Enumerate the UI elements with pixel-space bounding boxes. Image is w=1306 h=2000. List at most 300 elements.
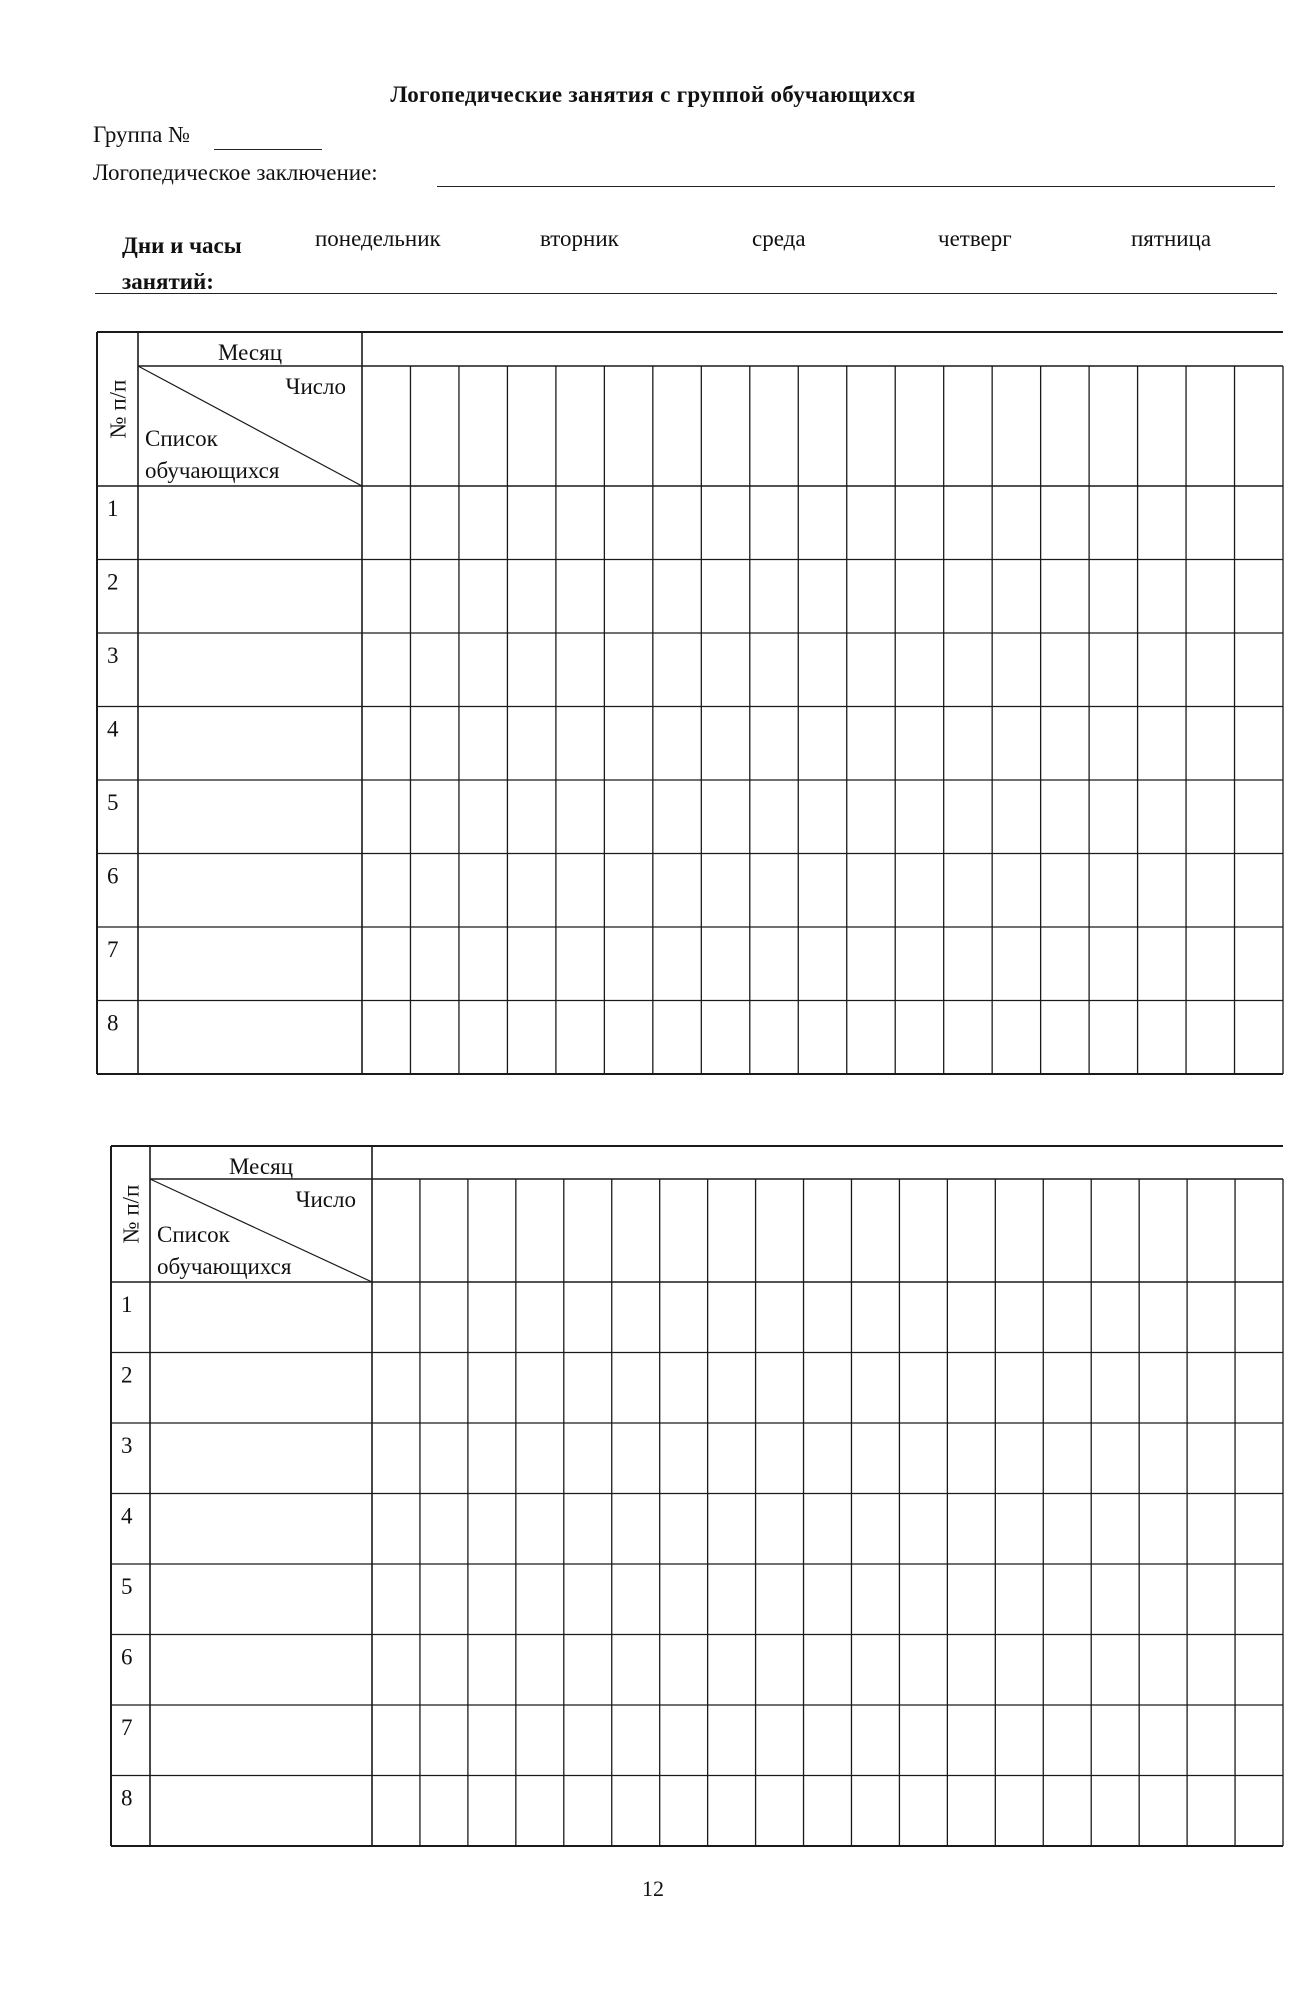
- table-1-attendance-cell[interactable]: [895, 854, 943, 928]
- table-1-attendance-cell[interactable]: [1235, 560, 1283, 634]
- table-1-attendance-cell[interactable]: [701, 927, 749, 1001]
- table-2-attendance-cell[interactable]: [899, 1776, 947, 1847]
- table-2-attendance-cell[interactable]: [1043, 1564, 1091, 1635]
- table-1-attendance-cell[interactable]: [507, 633, 555, 707]
- table-1-attendance-cell[interactable]: [653, 633, 701, 707]
- table-1-date-cell[interactable]: [1041, 366, 1089, 486]
- table-2-attendance-cell[interactable]: [1043, 1282, 1091, 1353]
- table-1-date-cell[interactable]: [701, 366, 749, 486]
- table-1-attendance-cell[interactable]: [1235, 780, 1283, 854]
- table-1-attendance-cell[interactable]: [410, 486, 458, 560]
- table-1-attendance-cell[interactable]: [895, 486, 943, 560]
- table-1-attendance-cell[interactable]: [1089, 633, 1137, 707]
- table-1-attendance-cell[interactable]: [895, 560, 943, 634]
- table-2-attendance-cell[interactable]: [468, 1423, 516, 1494]
- table-1-attendance-cell[interactable]: [459, 707, 507, 781]
- table-1-date-cell[interactable]: [750, 366, 798, 486]
- table-1-attendance-cell[interactable]: [1041, 486, 1089, 560]
- table-1-student-name-cell[interactable]: [138, 927, 362, 1001]
- table-2-attendance-cell[interactable]: [660, 1776, 708, 1847]
- table-1-attendance-cell[interactable]: [653, 927, 701, 1001]
- table-1-attendance-cell[interactable]: [847, 560, 895, 634]
- table-1-date-cell[interactable]: [556, 366, 604, 486]
- table-2-attendance-cell[interactable]: [612, 1423, 660, 1494]
- table-2-attendance-cell[interactable]: [947, 1282, 995, 1353]
- table-2-attendance-cell[interactable]: [1139, 1423, 1187, 1494]
- table-1-attendance-cell[interactable]: [459, 927, 507, 1001]
- table-1-date-cell[interactable]: [604, 366, 652, 486]
- table-2-student-name-cell[interactable]: [150, 1353, 372, 1424]
- table-2-attendance-cell[interactable]: [708, 1353, 756, 1424]
- table-1-attendance-cell[interactable]: [507, 780, 555, 854]
- table-1-attendance-cell[interactable]: [847, 707, 895, 781]
- table-2-attendance-cell[interactable]: [660, 1635, 708, 1706]
- table-1-attendance-cell[interactable]: [798, 780, 846, 854]
- table-1-attendance-cell[interactable]: [556, 1001, 604, 1075]
- table-2-attendance-cell[interactable]: [1235, 1423, 1283, 1494]
- table-1-attendance-cell[interactable]: [1041, 854, 1089, 928]
- table-2-attendance-cell[interactable]: [1235, 1635, 1283, 1706]
- table-2-attendance-cell[interactable]: [851, 1282, 899, 1353]
- table-2-attendance-cell[interactable]: [420, 1635, 468, 1706]
- table-1-attendance-cell[interactable]: [1138, 560, 1186, 634]
- table-2-attendance-cell[interactable]: [1091, 1282, 1139, 1353]
- table-1-attendance-cell[interactable]: [1186, 854, 1234, 928]
- table-2-attendance-cell[interactable]: [1043, 1705, 1091, 1776]
- table-1-attendance-cell[interactable]: [507, 854, 555, 928]
- table-1-attendance-cell[interactable]: [1089, 854, 1137, 928]
- table-1-attendance-cell[interactable]: [604, 486, 652, 560]
- table-2-attendance-cell[interactable]: [1235, 1282, 1283, 1353]
- table-2-date-cell[interactable]: [995, 1179, 1043, 1282]
- table-2-attendance-cell[interactable]: [756, 1282, 804, 1353]
- table-1-student-name-cell[interactable]: [138, 707, 362, 781]
- table-2-attendance-cell[interactable]: [372, 1423, 420, 1494]
- table-2-date-cell[interactable]: [756, 1179, 804, 1282]
- table-2-attendance-cell[interactable]: [1139, 1282, 1187, 1353]
- table-2-date-cell[interactable]: [1139, 1179, 1187, 1282]
- table-1-attendance-cell[interactable]: [1235, 1001, 1283, 1075]
- table-2-attendance-cell[interactable]: [1043, 1423, 1091, 1494]
- table-1-attendance-cell[interactable]: [750, 854, 798, 928]
- table-1-attendance-cell[interactable]: [944, 854, 992, 928]
- table-1-attendance-cell[interactable]: [1089, 1001, 1137, 1075]
- table-2-attendance-cell[interactable]: [660, 1494, 708, 1565]
- table-1-attendance-cell[interactable]: [798, 854, 846, 928]
- table-2-date-cell[interactable]: [1043, 1179, 1091, 1282]
- table-2-attendance-cell[interactable]: [564, 1423, 612, 1494]
- table-2-attendance-cell[interactable]: [947, 1494, 995, 1565]
- table-2-date-cell[interactable]: [851, 1179, 899, 1282]
- table-2-attendance-cell[interactable]: [1091, 1635, 1139, 1706]
- table-2-attendance-cell[interactable]: [1139, 1353, 1187, 1424]
- table-1-attendance-cell[interactable]: [1235, 486, 1283, 560]
- table-1-attendance-cell[interactable]: [410, 560, 458, 634]
- table-1-attendance-cell[interactable]: [992, 927, 1040, 1001]
- table-2-attendance-cell[interactable]: [420, 1353, 468, 1424]
- table-2-attendance-cell[interactable]: [804, 1353, 852, 1424]
- table-1-date-cell[interactable]: [362, 366, 410, 486]
- table-1-attendance-cell[interactable]: [895, 1001, 943, 1075]
- table-2-attendance-cell[interactable]: [468, 1705, 516, 1776]
- table-1-attendance-cell[interactable]: [362, 1001, 410, 1075]
- table-1-attendance-cell[interactable]: [507, 707, 555, 781]
- table-2-attendance-cell[interactable]: [612, 1494, 660, 1565]
- table-1-attendance-cell[interactable]: [701, 486, 749, 560]
- table-1-attendance-cell[interactable]: [1089, 780, 1137, 854]
- table-2-attendance-cell[interactable]: [1235, 1353, 1283, 1424]
- table-1-attendance-cell[interactable]: [992, 486, 1040, 560]
- table-1-attendance-cell[interactable]: [556, 633, 604, 707]
- table-2-attendance-cell[interactable]: [660, 1564, 708, 1635]
- table-2-attendance-cell[interactable]: [468, 1282, 516, 1353]
- table-2-attendance-cell[interactable]: [1187, 1776, 1235, 1847]
- table-1-attendance-cell[interactable]: [507, 560, 555, 634]
- table-2-attendance-cell[interactable]: [995, 1564, 1043, 1635]
- table-1-attendance-cell[interactable]: [410, 780, 458, 854]
- table-1-attendance-cell[interactable]: [992, 780, 1040, 854]
- table-2-attendance-cell[interactable]: [756, 1353, 804, 1424]
- table-2-attendance-cell[interactable]: [708, 1705, 756, 1776]
- table-2-attendance-cell[interactable]: [947, 1776, 995, 1847]
- table-2-attendance-cell[interactable]: [612, 1635, 660, 1706]
- table-2-attendance-cell[interactable]: [804, 1705, 852, 1776]
- table-2-attendance-cell[interactable]: [756, 1705, 804, 1776]
- table-1-attendance-cell[interactable]: [1089, 486, 1137, 560]
- table-2-attendance-cell[interactable]: [756, 1564, 804, 1635]
- table-1-attendance-cell[interactable]: [1186, 560, 1234, 634]
- table-2-attendance-cell[interactable]: [995, 1776, 1043, 1847]
- table-2-attendance-cell[interactable]: [564, 1282, 612, 1353]
- table-1-attendance-cell[interactable]: [604, 633, 652, 707]
- table-2-attendance-cell[interactable]: [564, 1705, 612, 1776]
- table-1-attendance-cell[interactable]: [1235, 927, 1283, 1001]
- table-1-attendance-cell[interactable]: [1138, 707, 1186, 781]
- table-1-attendance-cell[interactable]: [459, 780, 507, 854]
- table-2-attendance-cell[interactable]: [1187, 1282, 1235, 1353]
- table-2-attendance-cell[interactable]: [468, 1494, 516, 1565]
- table-2-attendance-cell[interactable]: [564, 1635, 612, 1706]
- table-1-attendance-cell[interactable]: [1089, 927, 1137, 1001]
- table-1-attendance-cell[interactable]: [847, 780, 895, 854]
- table-2-attendance-cell[interactable]: [851, 1776, 899, 1847]
- table-2-attendance-cell[interactable]: [995, 1635, 1043, 1706]
- table-1-attendance-cell[interactable]: [701, 1001, 749, 1075]
- table-2-attendance-cell[interactable]: [1187, 1705, 1235, 1776]
- table-2-attendance-cell[interactable]: [1139, 1776, 1187, 1847]
- table-2-attendance-cell[interactable]: [612, 1705, 660, 1776]
- table-2-student-name-cell[interactable]: [150, 1776, 372, 1847]
- table-1-student-name-cell[interactable]: [138, 486, 362, 560]
- table-1-attendance-cell[interactable]: [362, 927, 410, 1001]
- table-1-date-cell[interactable]: [1138, 366, 1186, 486]
- table-2-attendance-cell[interactable]: [1043, 1494, 1091, 1565]
- table-2-attendance-cell[interactable]: [708, 1423, 756, 1494]
- table-2-attendance-cell[interactable]: [756, 1776, 804, 1847]
- table-2-attendance-cell[interactable]: [516, 1423, 564, 1494]
- table-1-attendance-cell[interactable]: [1041, 707, 1089, 781]
- table-1-attendance-cell[interactable]: [701, 854, 749, 928]
- table-1-attendance-cell[interactable]: [798, 486, 846, 560]
- table-2-attendance-cell[interactable]: [995, 1423, 1043, 1494]
- table-1-attendance-cell[interactable]: [410, 927, 458, 1001]
- table-1-attendance-cell[interactable]: [701, 707, 749, 781]
- table-2-attendance-cell[interactable]: [708, 1282, 756, 1353]
- table-1-attendance-cell[interactable]: [992, 707, 1040, 781]
- table-2-date-cell[interactable]: [1187, 1179, 1235, 1282]
- table-1-attendance-cell[interactable]: [944, 1001, 992, 1075]
- table-2-attendance-cell[interactable]: [1187, 1423, 1235, 1494]
- table-1-attendance-cell[interactable]: [1089, 560, 1137, 634]
- table-1-attendance-cell[interactable]: [507, 1001, 555, 1075]
- table-1-date-cell[interactable]: [992, 366, 1040, 486]
- table-1-attendance-cell[interactable]: [701, 560, 749, 634]
- table-1-date-cell[interactable]: [507, 366, 555, 486]
- table-2-attendance-cell[interactable]: [516, 1564, 564, 1635]
- table-1-attendance-cell[interactable]: [992, 560, 1040, 634]
- table-1-date-cell[interactable]: [847, 366, 895, 486]
- table-1-attendance-cell[interactable]: [410, 854, 458, 928]
- table-2-attendance-cell[interactable]: [660, 1282, 708, 1353]
- table-2-attendance-cell[interactable]: [1091, 1705, 1139, 1776]
- table-2-attendance-cell[interactable]: [995, 1705, 1043, 1776]
- table-1-attendance-cell[interactable]: [556, 486, 604, 560]
- table-1-attendance-cell[interactable]: [410, 1001, 458, 1075]
- table-1-attendance-cell[interactable]: [847, 854, 895, 928]
- table-1-attendance-cell[interactable]: [1186, 1001, 1234, 1075]
- table-1-attendance-cell[interactable]: [1235, 633, 1283, 707]
- table-2-date-cell[interactable]: [468, 1179, 516, 1282]
- table-2-attendance-cell[interactable]: [1235, 1564, 1283, 1635]
- table-2-attendance-cell[interactable]: [1187, 1564, 1235, 1635]
- table-1-attendance-cell[interactable]: [1041, 560, 1089, 634]
- table-2-attendance-cell[interactable]: [947, 1635, 995, 1706]
- table-2-attendance-cell[interactable]: [851, 1705, 899, 1776]
- table-2-attendance-cell[interactable]: [804, 1494, 852, 1565]
- table-1-attendance-cell[interactable]: [556, 707, 604, 781]
- table-2-attendance-cell[interactable]: [372, 1705, 420, 1776]
- table-1-attendance-cell[interactable]: [507, 486, 555, 560]
- table-2-student-name-cell[interactable]: [150, 1494, 372, 1565]
- table-2-attendance-cell[interactable]: [995, 1353, 1043, 1424]
- table-2-attendance-cell[interactable]: [804, 1564, 852, 1635]
- table-2-attendance-cell[interactable]: [947, 1705, 995, 1776]
- table-2-attendance-cell[interactable]: [612, 1282, 660, 1353]
- table-2-attendance-cell[interactable]: [420, 1705, 468, 1776]
- table-2-attendance-cell[interactable]: [804, 1423, 852, 1494]
- table-2-attendance-cell[interactable]: [1091, 1423, 1139, 1494]
- table-1-student-name-cell[interactable]: [138, 633, 362, 707]
- table-2-attendance-cell[interactable]: [372, 1776, 420, 1847]
- table-2-attendance-cell[interactable]: [899, 1282, 947, 1353]
- table-1-student-name-cell[interactable]: [138, 780, 362, 854]
- table-1-attendance-cell[interactable]: [798, 633, 846, 707]
- table-1-attendance-cell[interactable]: [847, 486, 895, 560]
- table-1-attendance-cell[interactable]: [459, 560, 507, 634]
- table-2-attendance-cell[interactable]: [516, 1282, 564, 1353]
- table-2-attendance-cell[interactable]: [899, 1705, 947, 1776]
- table-1-date-cell[interactable]: [1186, 366, 1234, 486]
- table-2-date-cell[interactable]: [372, 1179, 420, 1282]
- table-2-attendance-cell[interactable]: [947, 1423, 995, 1494]
- table-1-attendance-cell[interactable]: [1235, 707, 1283, 781]
- table-1-attendance-cell[interactable]: [895, 633, 943, 707]
- table-1-attendance-cell[interactable]: [1235, 854, 1283, 928]
- table-2-attendance-cell[interactable]: [1187, 1494, 1235, 1565]
- table-2-attendance-cell[interactable]: [995, 1282, 1043, 1353]
- table-2-attendance-cell[interactable]: [899, 1494, 947, 1565]
- table-2-attendance-cell[interactable]: [420, 1564, 468, 1635]
- table-1-attendance-cell[interactable]: [1186, 486, 1234, 560]
- table-1-attendance-cell[interactable]: [992, 1001, 1040, 1075]
- table-1-attendance-cell[interactable]: [1186, 927, 1234, 1001]
- table-1-attendance-cell[interactable]: [1138, 633, 1186, 707]
- table-1-attendance-cell[interactable]: [847, 1001, 895, 1075]
- table-2-attendance-cell[interactable]: [756, 1423, 804, 1494]
- table-1-attendance-cell[interactable]: [895, 927, 943, 1001]
- table-2-attendance-cell[interactable]: [1139, 1494, 1187, 1565]
- table-2-attendance-cell[interactable]: [708, 1776, 756, 1847]
- table-2-attendance-cell[interactable]: [468, 1353, 516, 1424]
- table-2-date-cell[interactable]: [612, 1179, 660, 1282]
- table-1-attendance-cell[interactable]: [604, 854, 652, 928]
- table-1-attendance-cell[interactable]: [750, 560, 798, 634]
- table-1-date-cell[interactable]: [410, 366, 458, 486]
- table-1-attendance-cell[interactable]: [798, 560, 846, 634]
- table-1-attendance-cell[interactable]: [944, 707, 992, 781]
- table-1-attendance-cell[interactable]: [362, 633, 410, 707]
- table-1-attendance-cell[interactable]: [604, 560, 652, 634]
- table-2-attendance-cell[interactable]: [420, 1494, 468, 1565]
- table-1-date-cell[interactable]: [1235, 366, 1283, 486]
- table-1-attendance-cell[interactable]: [1041, 1001, 1089, 1075]
- table-2-attendance-cell[interactable]: [708, 1564, 756, 1635]
- table-1-attendance-cell[interactable]: [701, 633, 749, 707]
- table-1-attendance-cell[interactable]: [750, 780, 798, 854]
- table-2-attendance-cell[interactable]: [516, 1776, 564, 1847]
- table-2-attendance-cell[interactable]: [612, 1353, 660, 1424]
- table-2-attendance-cell[interactable]: [899, 1564, 947, 1635]
- table-2-attendance-cell[interactable]: [708, 1494, 756, 1565]
- table-2-attendance-cell[interactable]: [564, 1494, 612, 1565]
- table-2-date-cell[interactable]: [564, 1179, 612, 1282]
- table-2-attendance-cell[interactable]: [1235, 1494, 1283, 1565]
- table-1-attendance-cell[interactable]: [362, 560, 410, 634]
- table-2-date-cell[interactable]: [947, 1179, 995, 1282]
- table-1-attendance-cell[interactable]: [410, 633, 458, 707]
- table-2-attendance-cell[interactable]: [851, 1635, 899, 1706]
- table-2-attendance-cell[interactable]: [947, 1564, 995, 1635]
- table-2-attendance-cell[interactable]: [1187, 1353, 1235, 1424]
- table-2-attendance-cell[interactable]: [756, 1635, 804, 1706]
- table-1-attendance-cell[interactable]: [847, 633, 895, 707]
- table-1-student-name-cell[interactable]: [138, 854, 362, 928]
- table-1-attendance-cell[interactable]: [847, 927, 895, 1001]
- table-1-attendance-cell[interactable]: [895, 707, 943, 781]
- table-1-attendance-cell[interactable]: [1041, 780, 1089, 854]
- table-2-attendance-cell[interactable]: [516, 1705, 564, 1776]
- table-1-month-cell[interactable]: [362, 332, 1283, 366]
- table-2-attendance-cell[interactable]: [851, 1353, 899, 1424]
- table-1-student-name-cell[interactable]: [138, 560, 362, 634]
- table-2-date-cell[interactable]: [516, 1179, 564, 1282]
- table-2-student-name-cell[interactable]: [150, 1705, 372, 1776]
- table-2-attendance-cell[interactable]: [372, 1635, 420, 1706]
- table-2-date-cell[interactable]: [1235, 1179, 1283, 1282]
- table-1-attendance-cell[interactable]: [653, 780, 701, 854]
- table-2-attendance-cell[interactable]: [1091, 1494, 1139, 1565]
- table-1-attendance-cell[interactable]: [653, 854, 701, 928]
- table-1-attendance-cell[interactable]: [992, 633, 1040, 707]
- table-2-attendance-cell[interactable]: [372, 1282, 420, 1353]
- table-1-attendance-cell[interactable]: [798, 1001, 846, 1075]
- table-1-attendance-cell[interactable]: [653, 560, 701, 634]
- table-1-attendance-cell[interactable]: [556, 560, 604, 634]
- table-2-attendance-cell[interactable]: [420, 1423, 468, 1494]
- table-1-attendance-cell[interactable]: [1138, 1001, 1186, 1075]
- table-1-attendance-cell[interactable]: [1138, 780, 1186, 854]
- table-2-attendance-cell[interactable]: [1043, 1776, 1091, 1847]
- table-2-date-cell[interactable]: [708, 1179, 756, 1282]
- table-1-date-cell[interactable]: [798, 366, 846, 486]
- table-2-attendance-cell[interactable]: [564, 1776, 612, 1847]
- table-1-attendance-cell[interactable]: [895, 780, 943, 854]
- table-1-date-cell[interactable]: [459, 366, 507, 486]
- table-1-attendance-cell[interactable]: [944, 486, 992, 560]
- table-1-attendance-cell[interactable]: [1186, 780, 1234, 854]
- table-2-date-cell[interactable]: [804, 1179, 852, 1282]
- table-1-attendance-cell[interactable]: [798, 707, 846, 781]
- table-1-attendance-cell[interactable]: [1186, 633, 1234, 707]
- table-1-attendance-cell[interactable]: [604, 1001, 652, 1075]
- table-2-attendance-cell[interactable]: [1091, 1353, 1139, 1424]
- table-2-attendance-cell[interactable]: [612, 1564, 660, 1635]
- table-1-attendance-cell[interactable]: [362, 486, 410, 560]
- table-2-attendance-cell[interactable]: [516, 1635, 564, 1706]
- table-1-attendance-cell[interactable]: [362, 707, 410, 781]
- table-1-attendance-cell[interactable]: [556, 780, 604, 854]
- table-1-attendance-cell[interactable]: [798, 927, 846, 1001]
- table-2-attendance-cell[interactable]: [468, 1635, 516, 1706]
- table-2-attendance-cell[interactable]: [708, 1635, 756, 1706]
- table-2-attendance-cell[interactable]: [420, 1776, 468, 1847]
- table-2-attendance-cell[interactable]: [756, 1494, 804, 1565]
- table-2-attendance-cell[interactable]: [612, 1776, 660, 1847]
- table-2-attendance-cell[interactable]: [804, 1635, 852, 1706]
- table-2-attendance-cell[interactable]: [468, 1564, 516, 1635]
- table-2-attendance-cell[interactable]: [372, 1353, 420, 1424]
- table-1-attendance-cell[interactable]: [750, 927, 798, 1001]
- table-1-date-cell[interactable]: [1089, 366, 1137, 486]
- table-2-attendance-cell[interactable]: [804, 1776, 852, 1847]
- table-1-attendance-cell[interactable]: [1138, 927, 1186, 1001]
- table-2-date-cell[interactable]: [1091, 1179, 1139, 1282]
- table-1-attendance-cell[interactable]: [459, 854, 507, 928]
- table-2-attendance-cell[interactable]: [516, 1494, 564, 1565]
- table-1-attendance-cell[interactable]: [1041, 927, 1089, 1001]
- table-2-attendance-cell[interactable]: [1043, 1353, 1091, 1424]
- table-2-attendance-cell[interactable]: [1091, 1776, 1139, 1847]
- table-2-attendance-cell[interactable]: [1139, 1705, 1187, 1776]
- table-1-attendance-cell[interactable]: [750, 1001, 798, 1075]
- table-2-attendance-cell[interactable]: [899, 1353, 947, 1424]
- table-1-attendance-cell[interactable]: [750, 707, 798, 781]
- table-1-attendance-cell[interactable]: [1138, 854, 1186, 928]
- table-2-attendance-cell[interactable]: [1139, 1564, 1187, 1635]
- table-2-student-name-cell[interactable]: [150, 1635, 372, 1706]
- table-2-attendance-cell[interactable]: [851, 1494, 899, 1565]
- table-2-student-name-cell[interactable]: [150, 1423, 372, 1494]
